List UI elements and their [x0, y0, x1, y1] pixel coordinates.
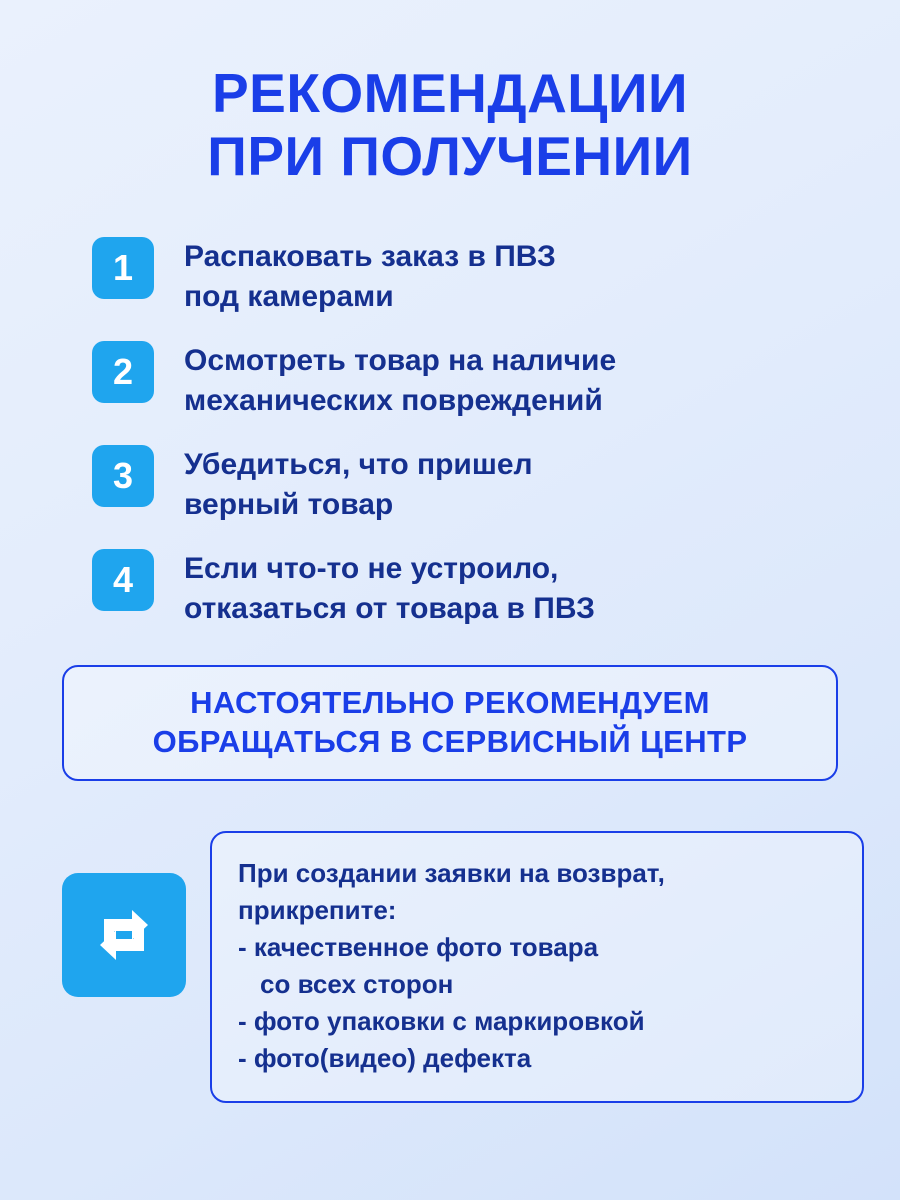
return-line-3: - качественное фото товара: [238, 932, 599, 963]
step-text-line-2: верный товар: [184, 487, 394, 521]
page-title: [0, 0, 900, 187]
list-item: [92, 443, 860, 525]
step-text-line-1: Распаковать заказ в ПВЗ: [184, 240, 556, 274]
step-text-line-1: Если что-то не устроило,: [184, 551, 559, 585]
list-item: [92, 547, 860, 629]
list-item: [92, 339, 860, 421]
service-center-callout: [62, 665, 838, 782]
return-line-2: прикрепите:: [238, 895, 397, 926]
step-text-line-1: Осмотреть товар на наличие: [184, 344, 617, 378]
step-text-line-2: под камерами: [184, 280, 394, 314]
return-requirements-box: [210, 831, 864, 1102]
step-text-line-2: отказаться от товара в ПВЗ: [184, 591, 595, 625]
step-number-badge: 1: [92, 237, 154, 299]
page-title-line-2: ПРИ ПОЛУЧЕНИИ: [207, 124, 693, 187]
return-line-5: - фото упаковки с маркировкой: [238, 1005, 645, 1036]
step-number-badge: 2: [92, 341, 154, 403]
step-text-line-1: Убедиться, что пришел: [184, 447, 533, 481]
return-line-6: - фото(видео) дефекта: [238, 1042, 532, 1073]
step-text: [184, 339, 616, 421]
list-item: [92, 235, 860, 317]
page-title-line-1: РЕКОМЕНДАЦИИ: [211, 62, 689, 124]
step-number-badge: 3: [92, 445, 154, 507]
step-text: [184, 235, 556, 317]
callout-line-2: ОБРАЩАТЬСЯ В СЕРВИСНЫЙ ЦЕНТР: [152, 723, 748, 759]
step-text: [184, 443, 533, 525]
steps-list: [0, 235, 900, 628]
return-instructions-block: [0, 831, 900, 1102]
return-line-4: со всех сторон: [260, 968, 454, 999]
callout-line-1: НАСТОЯТЕЛЬНО РЕКОМЕНДУЕМ: [190, 684, 710, 720]
step-number-badge: 4: [92, 549, 154, 611]
return-line-1: При создании заявки на возврат,: [238, 858, 665, 889]
step-text-line-2: механических повреждений: [184, 384, 603, 418]
step-text: [184, 547, 595, 629]
return-arrows-icon: [62, 873, 186, 997]
